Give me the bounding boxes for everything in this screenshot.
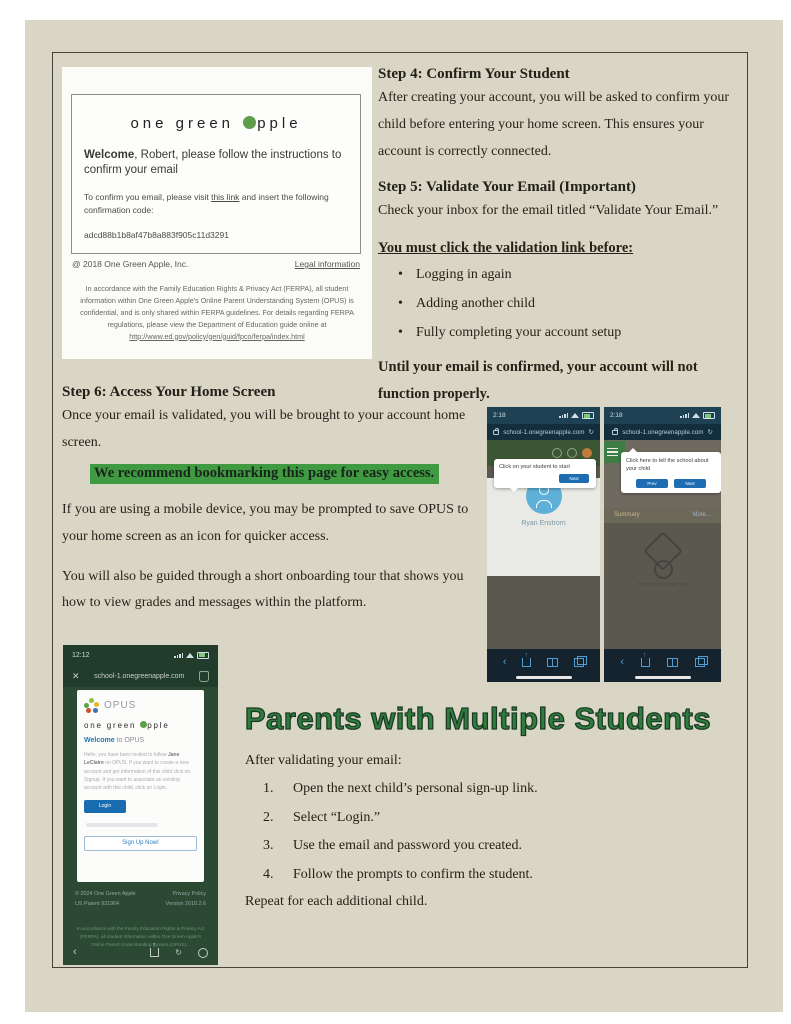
step5-body: Check your inbox for the email titled “Validate Your Email.”: [378, 202, 719, 218]
status-icons: [559, 412, 594, 419]
wifi-icon: [186, 653, 194, 658]
onboarding-tooltip: [621, 452, 721, 493]
refresh-icon[interactable]: ↻: [175, 948, 182, 957]
refresh-icon[interactable]: ↻: [588, 428, 594, 436]
email-confirm-instructions: To confirm you email, please visit this link and insert the following confirmation code:: [84, 191, 329, 216]
clock: 2:18: [610, 412, 623, 419]
phone-screenshot-student-select: [487, 407, 600, 682]
signup-card: [77, 690, 204, 882]
prev-button[interactable]: Prev: [636, 479, 668, 488]
home-indicator: [635, 676, 691, 679]
opus-wordmark: OPUS: [104, 700, 137, 711]
next-button[interactable]: Next: [674, 479, 706, 488]
refresh-icon[interactable]: ↻: [707, 428, 713, 436]
bookmarks-icon[interactable]: [667, 658, 678, 667]
step4-body: After creating your account, you will be asked to confirm your child before entering your home screen. This ensures your account is correctly connected.: [378, 90, 730, 159]
welcome-rest: , Robert, please follow the instructions to confirm your email: [84, 149, 342, 176]
battery-icon: [703, 412, 715, 419]
multiple-students-outro: Repeat for each additional child.: [245, 894, 428, 909]
validation-warning-heading: You must click the validation link before:: [378, 239, 634, 256]
signal-icon: [680, 413, 689, 418]
legal-information-link[interactable]: Legal information: [294, 259, 360, 269]
email-footer-row: [72, 259, 360, 269]
next-button[interactable]: Next: [559, 474, 589, 483]
signup-footer: [75, 890, 206, 909]
avatar[interactable]: [582, 448, 592, 458]
steps-4-5-column: [378, 66, 740, 409]
welcome-line: Welcome to OPUS: [84, 737, 145, 744]
student-area: [487, 478, 600, 576]
header-icon: [552, 448, 562, 458]
bullet-item: • Logging in again: [416, 267, 740, 283]
this-link[interactable]: this link: [211, 191, 240, 202]
one-green-apple-logo: one green pple: [84, 721, 170, 730]
invitation-paragraph: Hello, you have been invited to follow Jane LeClaire on OPUS. If you want to create a new account and get information of this child click on Signup. If you want to associate an existing account with this child, click on Login.: [84, 752, 191, 791]
wifi-icon: [571, 413, 579, 418]
step6-heading: Step 6: Access Your Home Screen: [62, 384, 276, 400]
ferpa-url-link[interactable]: http://www.ed.gov/policy/gen/guid/fpco/ferpa/index.html: [129, 331, 305, 341]
bullet-item: • Fully completing your account setup: [416, 325, 740, 341]
status-bar: [487, 407, 600, 424]
ferpa-fine-print: In accordance with the Family Education Rights & Privacy Act (FERPA), all student information within One Green Apple's Online Parent Understanding System (OPUS) is confidential, and is only shared within FERPA guidelines. For details regarding FERPA regulations, please view the Department of Education guide online at http://www.ed.gov/policy/gen/guid/fpco/ferpa/index.html: [80, 284, 354, 341]
back-icon[interactable]: ‹: [73, 946, 77, 958]
numbered-step: 4. Follow the prompts to confirm the student.: [263, 866, 533, 882]
confirmation-code: adcd88b1b8af47b8a883f905c11d3291: [84, 230, 229, 241]
reader-icon: [199, 671, 209, 682]
multiple-students-title: Parents with Multiple Students: [244, 701, 712, 736]
numbered-step: 1. Open the next child’s personal sign-up link.: [263, 781, 538, 796]
tooltip-text-line2: your child: [626, 466, 650, 473]
clock: 12:12: [72, 651, 90, 659]
footer-copyright: © 2024 One Green Apple: [75, 891, 136, 897]
email-confirm-warning: Until your email is confirmed, your account will not function properly.: [378, 358, 698, 403]
footer-patent: US Patent 931964: [75, 900, 120, 907]
step6-body2: If you are using a mobile device, you may be prompted to save OPUS to your home screen as an icon for quicker access.: [62, 501, 469, 544]
green-apple-icon: [243, 116, 256, 129]
browser-toolbar: [604, 649, 721, 682]
tooltip-text-line1: Click here to tell the school about: [626, 458, 709, 464]
one-green-apple-logo: [72, 115, 360, 132]
close-icon[interactable]: ✕: [72, 670, 80, 681]
step6-body1: Once your email is validated, you will be brought to your account home screen.: [62, 408, 466, 450]
multiple-students-steps: [263, 781, 683, 895]
bullet-item: • Adding another child: [416, 296, 740, 312]
sign-up-now-button[interactable]: Sign Up Now!: [84, 836, 197, 851]
phone-screenshot-child-info: [604, 407, 721, 682]
home-indicator: [516, 676, 572, 679]
url-text: school-1.onegreenapple.com: [94, 672, 185, 680]
clock: 2:18: [493, 412, 506, 419]
step5-heading: Step 5: Validate Your Email (Important): [378, 178, 636, 195]
login-button[interactable]: Login: [84, 800, 126, 813]
browser-toolbar: [73, 947, 208, 958]
wifi-icon: [692, 413, 700, 418]
multiple-students-intro: After validating your email:: [245, 753, 402, 768]
url-bar[interactable]: [487, 424, 600, 440]
tab-more[interactable]: More...: [692, 512, 711, 518]
signal-icon: [174, 653, 183, 658]
lock-icon: [612, 430, 618, 435]
email-welcome-text: [84, 148, 348, 178]
more-icon[interactable]: [198, 948, 208, 958]
logo-text-pre: one green: [130, 115, 235, 132]
lock-icon: [493, 430, 499, 435]
ferpa-fine-print: In accordance with the Family Education Rights & Privacy Act (FERPA), all student information within One Green Apple's Online Parent Understanding System (OPUS)...: [76, 926, 205, 947]
step4-heading: Step 4: Confirm Your Student: [378, 66, 570, 82]
status-icons: [680, 412, 715, 419]
faint-text-line: [86, 823, 158, 827]
opus-dots-icon: [84, 698, 99, 713]
step6-body3: You will also be guided through a short onboarding tour that shows you how to view grades and messages within the platform.: [62, 568, 464, 611]
url-bar[interactable]: [63, 665, 218, 687]
url-text: school-1.onegreenapple.com: [503, 428, 585, 436]
child-name: Jane LeClaire: [84, 752, 180, 767]
share-icon[interactable]: [522, 658, 531, 667]
battery-icon: [197, 652, 209, 659]
share-icon[interactable]: [641, 658, 650, 667]
student-name: Ryan Enstrom: [521, 520, 566, 527]
graduation-cap-icon: [640, 537, 686, 579]
tabs-row: [604, 507, 721, 523]
status-bar: [604, 407, 721, 424]
step6-block: [62, 384, 486, 617]
footer-version: Version 2018.2.6: [165, 900, 206, 907]
status-icons: [174, 652, 209, 659]
back-icon[interactable]: ‹: [502, 656, 507, 668]
validation-bullet-list: [378, 267, 740, 341]
email-copyright: @ 2018 One Green Apple, Inc.: [72, 259, 189, 269]
tab-summary[interactable]: Summary: [614, 512, 640, 518]
bookmark-highlight: We recommend bookmarking this page for easy access.: [90, 464, 439, 484]
status-bar: [63, 645, 218, 665]
numbered-step: 2. Select “Login.”: [263, 809, 381, 825]
logo-text-post: pple: [257, 115, 302, 132]
onboarding-tooltip: [494, 459, 596, 488]
empty-state-text: There is no data yet: [637, 582, 688, 588]
privacy-policy-link[interactable]: Privacy Policy: [172, 891, 206, 897]
back-icon[interactable]: ‹: [620, 656, 625, 668]
url-bar[interactable]: [604, 424, 721, 440]
tabs-icon[interactable]: [695, 658, 705, 667]
header-icon: [567, 448, 577, 458]
share-icon[interactable]: [150, 948, 159, 957]
signal-icon: [559, 413, 568, 418]
opus-logo: [84, 698, 197, 713]
email-card: [71, 94, 361, 254]
browser-toolbar: [487, 649, 600, 682]
bookmarks-icon[interactable]: [547, 658, 558, 667]
numbered-step: 3. Use the email and password you created.: [263, 838, 522, 853]
url-text: school-1.onegreenapple.com: [622, 428, 704, 436]
tooltip-text: Click on your student to start: [499, 464, 570, 470]
tabs-icon[interactable]: [574, 658, 584, 667]
battery-icon: [582, 412, 594, 419]
welcome-bold: Welcome: [84, 149, 135, 161]
phone-screenshot-signup: [63, 645, 218, 965]
email-screenshot: [62, 67, 372, 359]
